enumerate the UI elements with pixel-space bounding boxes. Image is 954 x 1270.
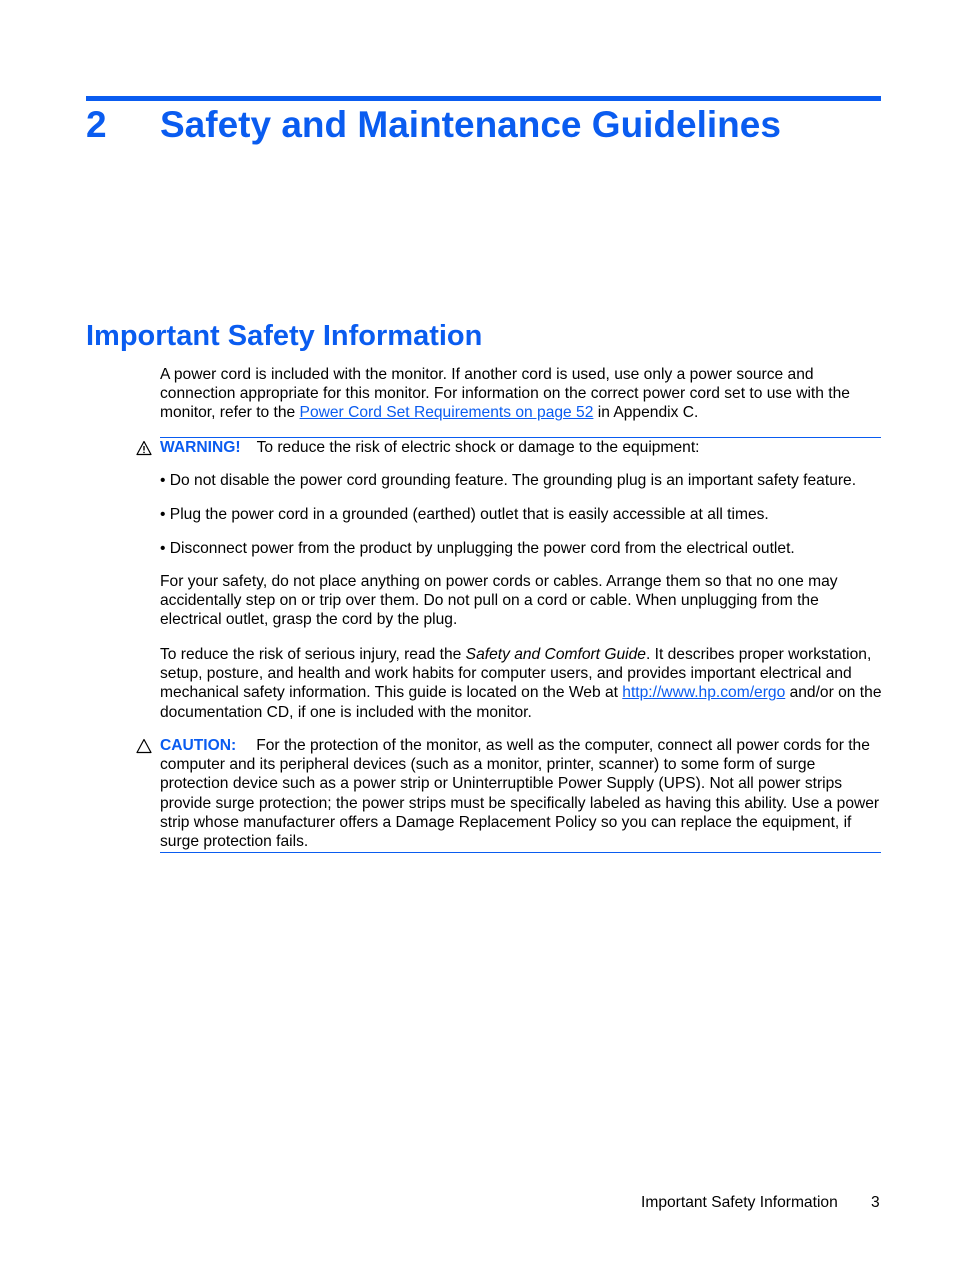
warning-label: WARNING!	[160, 439, 241, 456]
chapter-heading	[86, 100, 781, 150]
intro-text: A power cord is included with the monitor. If another cord is used, use only a power source and connection appropriate for this monitor. For information on the correct power cord set to use with the monitor, refer to the	[160, 366, 850, 422]
power-cord-requirements-link[interactable]: Power Cord Set Requirements on page 52	[299, 404, 594, 422]
warning-bullet-3: • Disconnect power from the product by unplugging the power cord from the electrical outlet.	[160, 540, 795, 557]
safety-paragraph: For your safety, do not place anything on power cords or cables. Arrange them so that no one may accidentally step on or trip over them. Do not pull on a cord or cable. When unplugging from the electrical outlet, grasp the cord by the plug.	[160, 573, 838, 629]
guide-text-middle: . It describes proper workstation, setup, posture, and health and work habits for computer users, and provides important electrical and mechanical safety information. This guide is located on the Web at	[160, 646, 872, 702]
caution-bottom-rule	[160, 852, 881, 853]
footer-page-number: 3	[871, 1194, 880, 1211]
guide-text-end: and/or on the documentation CD, if one is included with the monitor.	[160, 684, 882, 721]
warning-triangle-exclamation-icon	[136, 440, 152, 456]
chapter-number: 2	[86, 104, 107, 145]
caution-triangle-icon	[136, 738, 152, 754]
caution-text: For the protection of the monitor, as well as the computer, connect all power cords for the computer and its peripheral devices (such as a monitor, printer, scanner) to some form of surge protection device such as a power strip or Uninterruptible Power Supply (UPS). Not all power strips provide surge protection; the power strips must be specifically labeled as having this ability. Use a power strip whose manufacturer offers a Damage Replacement Policy so you can replace the equipment, if surge protection fails.	[160, 737, 880, 851]
warning-bullet-1: • Do not disable the power cord grounding feature. The grounding plug is an important safety feature.	[160, 472, 857, 489]
guide-text: To reduce the risk of serious injury, read the	[160, 646, 466, 663]
footer-section-title: Important Safety Information	[641, 1194, 838, 1211]
caution-label: CAUTION:	[160, 737, 237, 754]
warning-notice	[160, 438, 882, 457]
guide-paragraph	[160, 645, 882, 722]
warning-text: To reduce the risk of electric shock or damage to the equipment:	[256, 439, 700, 456]
chapter-title: Safety and Maintenance Guidelines	[160, 104, 781, 145]
warning-bullet-2: • Plug the power cord in a grounded (earthed) outlet that is easily accessible at all times.	[160, 506, 769, 523]
guide-title: Safety and Comfort Guide	[465, 646, 646, 663]
caution-notice	[160, 736, 882, 851]
intro-paragraph	[160, 365, 882, 423]
hp-ergo-link[interactable]: http://www.hp.com/ergo	[622, 684, 786, 702]
intro-text-end: in Appendix C.	[593, 404, 699, 422]
section-heading: Important Safety Information	[86, 320, 483, 352]
